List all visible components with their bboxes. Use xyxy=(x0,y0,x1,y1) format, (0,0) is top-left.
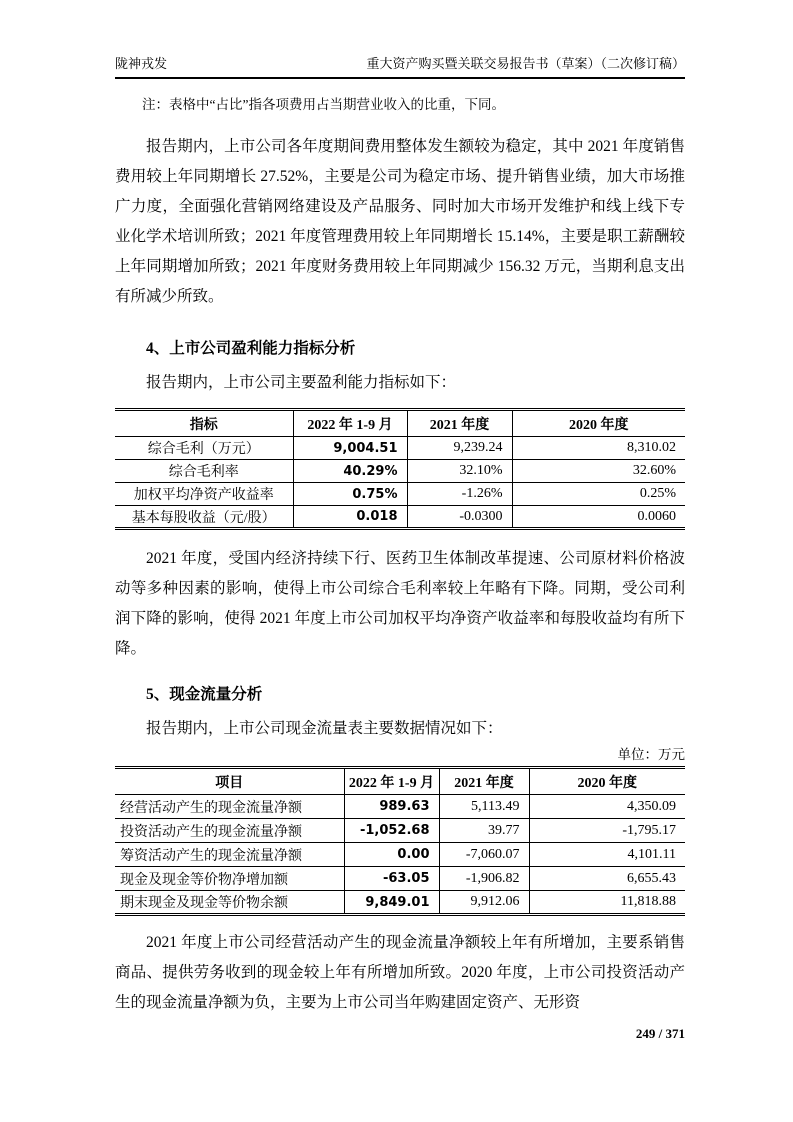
table-cell: -1,795.17 xyxy=(529,819,685,843)
table-cell: 基本每股收益（元/股） xyxy=(115,506,293,529)
header-left-title: 陇神戎发 xyxy=(115,56,168,71)
table-row xyxy=(115,483,685,506)
table-cell: 加权平均净资产收益率 xyxy=(115,483,293,506)
table-cell: 0.018 xyxy=(293,506,407,529)
page-number: 249 / 371 xyxy=(635,1026,685,1041)
table-header-row xyxy=(115,768,685,795)
table-cell: -0.0300 xyxy=(407,506,512,529)
table-cell: -7,060.07 xyxy=(439,843,529,867)
table-cell: 9,239.24 xyxy=(407,437,512,460)
table-cell: 现金及现金等价物净增加额 xyxy=(115,867,344,891)
table-header-cell: 指标 xyxy=(189,417,218,433)
section4-intro: 报告期内，上市公司主要盈利能力指标如下： xyxy=(146,374,457,391)
table-cell: 9,912.06 xyxy=(439,891,529,915)
table-cell: 39.77 xyxy=(439,819,529,843)
table-row xyxy=(115,460,685,483)
table-cell: 32.60% xyxy=(512,460,685,483)
table-header-cell: 2021 年度 xyxy=(407,410,512,437)
table-row xyxy=(115,437,685,460)
table-cell: 筹资活动产生的现金流量净额 xyxy=(115,843,344,867)
table-row xyxy=(115,795,685,819)
header-right-title: 重大资产购买暨关联交易报告书（草案）（二次修订稿） xyxy=(366,56,685,71)
section5-intro: 报告期内，上市公司现金流量表主要数据情况如下： xyxy=(146,720,503,737)
table-unit-label: 单位：万元 xyxy=(617,747,685,762)
table-cell: 0.0060 xyxy=(512,506,685,529)
table-cell: -63.05 xyxy=(344,867,439,891)
profitability-table xyxy=(115,408,685,530)
paragraph-expense-analysis: 报告期内，上市公司各年度期间费用整体发生额较为稳定，其中 2021 年度销售费用较上年同期增长 27.52%，主要是公司为稳定市场、提升销售业绩，加大市场推广力度，全面强化营销网络建设及产品服务、同时加大市场开发维护和线上线下专业化学术培训所致；2021 年度管理费用较上年同期增长 15.14%，主要是职工薪酬较上年同期增加所致；2021 年度财务费用较上年同期减少 156.32 万元，当期利息支出有所减少所致。 xyxy=(115,138,685,305)
table-cell: 经营活动产生的现金流量净额 xyxy=(115,795,344,819)
table-header-cell: 项目 xyxy=(215,775,244,791)
table-cell: 4,101.11 xyxy=(529,843,685,867)
table-header-cell: 2020 年度 xyxy=(529,768,685,795)
table-cell: -1.26% xyxy=(407,483,512,506)
table-header-cell: 2020 年度 xyxy=(512,410,685,437)
cashflow-table xyxy=(115,766,685,916)
table-row xyxy=(115,819,685,843)
table-cell: 5,113.49 xyxy=(439,795,529,819)
table-cell: 9,004.51 xyxy=(293,437,407,460)
table-cell: 989.63 xyxy=(344,795,439,819)
table-cell: 综合毛利（万元） xyxy=(115,437,293,460)
section-heading-5: 5、现金流量分析 xyxy=(146,686,263,703)
table-cell: 11,818.88 xyxy=(529,891,685,915)
table-header-cell: 2022 年 1-9 月 xyxy=(344,768,439,795)
table-cell: 0.00 xyxy=(344,843,439,867)
table-row xyxy=(115,506,685,529)
section-heading-4: 4、上市公司盈利能力指标分析 xyxy=(146,340,356,357)
table-row xyxy=(115,843,685,867)
table-cell: 0.25% xyxy=(512,483,685,506)
table-cell: 40.29% xyxy=(293,460,407,483)
table-cell: 综合毛利率 xyxy=(115,460,293,483)
table-header-cell: 2021 年度 xyxy=(439,768,529,795)
table-header-cell: 2022 年 1-9 月 xyxy=(293,410,407,437)
table-cell: -1,052.68 xyxy=(344,819,439,843)
table-row xyxy=(115,891,685,915)
table-cell: 6,655.43 xyxy=(529,867,685,891)
table-note: 注：表格中“占比”指各项费用占当期营业收入的比重，下同。 xyxy=(142,97,505,112)
table-cell: 32.10% xyxy=(407,460,512,483)
table-cell: 8,310.02 xyxy=(512,437,685,460)
table-cell: 0.75% xyxy=(293,483,407,506)
table-cell: 投资活动产生的现金流量净额 xyxy=(115,819,344,843)
paragraph-profitability-analysis: 2021 年度，受国内经济持续下行、医药卫生体制改革提速、公司原材料价格波动等多种因素的影响，使得上市公司综合毛利率较上年略有下降。同期，受公司利润下降的影响，使得 2021 年度上市公司加权平均净资产收益率和每股收益均有所下降。 xyxy=(115,550,685,657)
table-header-row xyxy=(115,410,685,437)
table-cell: -1,906.82 xyxy=(439,867,529,891)
table-cell: 9,849.01 xyxy=(344,891,439,915)
table-cell: 4,350.09 xyxy=(529,795,685,819)
table-row xyxy=(115,867,685,891)
table-cell: 期末现金及现金等价物余额 xyxy=(115,891,344,915)
paragraph-cashflow-analysis: 2021 年度上市公司经营活动产生的现金流量净额较上年有所增加，主要系销售商品、提供劳务收到的现金较上年有所增加所致。2020 年度，上市公司投资活动产生的现金流量净额为负，主要为上市公司当年购建固定资产、无形资 xyxy=(115,934,685,1011)
page-header xyxy=(115,55,685,79)
